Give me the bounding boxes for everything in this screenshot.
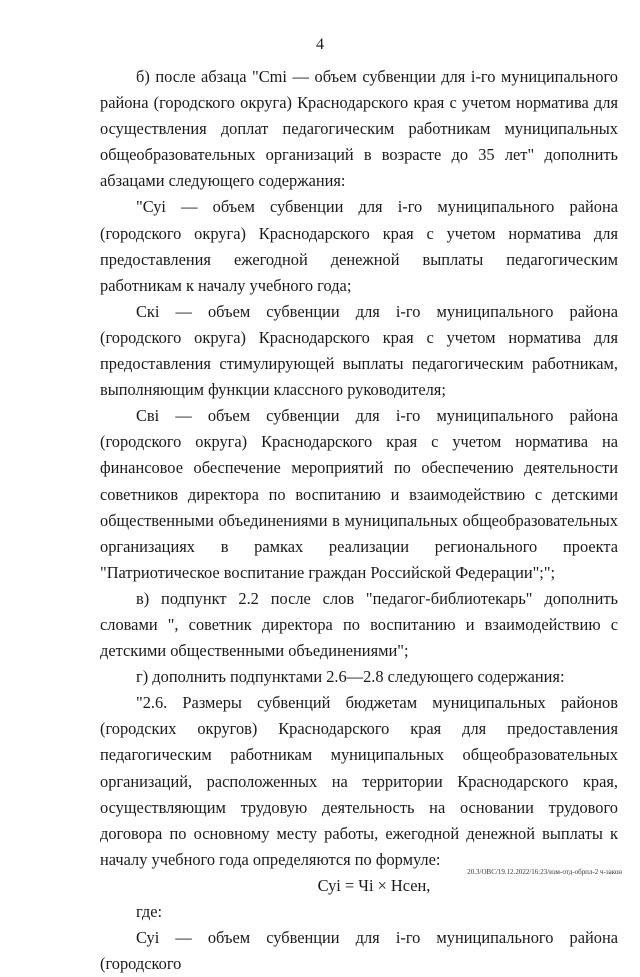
where-label: где:	[136, 902, 163, 921]
paragraph-g: г) дополнить подпунктами 2.6—2.8 следующего содержания:	[136, 667, 565, 687]
paragraph-cyi: "Суі — объем субвенции для і-го муниципального района (городского округа) Краснодарского края с учетом норматива для предоставления ежегодной денежной выплаты педагогическим работникам к началу учебного года;	[100, 197, 618, 295]
document-body	[100, 64, 618, 974]
page-number: 4	[316, 36, 324, 53]
document-footer-code: 20.3/ОВС/19.12.2022/16:23/изм-отд-обрпл-2 ч-закон	[467, 868, 622, 876]
last-line: Суі — объем субвенции для і-го муниципального района (городского	[100, 928, 618, 974]
formula: Суі = Чі × Нсен,	[317, 875, 431, 895]
paragraph-b: б) после абзаца "Сmі — объем субвенции для і-го муниципального района (городского округа) Краснодарского края с учетом норматива для осуществления доплат педагогическим работникам муниципальных общеобразовательных организаций в возрасте до 35 лет" дополнить абзацами следующего содержания:	[100, 67, 618, 191]
paragraph-2-6: "2.6. Размеры субвенций бюджетам муниципальных районов (городских округов) Краснодарского края для предоставления педагогическим работникам муниципальных общеобразовательных организаций, расположенных на территории Краснодарского края, осуществляющим трудовую деятельность на основании трудового договора по основному месту работы, ежегодной денежной выплаты к началу учебного года определяются по формуле:	[100, 693, 618, 869]
paragraph-cki: Скі — объем субвенции для і-го муниципального района (городского округа) Краснодарского края с учетом норматива для предоставления стимулирующей выплаты педагогическим работникам, выполняющим функции классного руководителя;	[100, 301, 618, 400]
paragraph-cvi: Свi — объем субвенции для і-го муниципального района (городского округа) Краснодарского края с учетом норматива на финансовое обеспечение мероприятий по обеспечению деятельности советников директора по воспитанию и взаимодействию с детскими общественными объединениями в муниципальных общеобразовательных организациях в рамках реализации регионального проекта "Патриотическое воспитание граждан Российской Федерации";";	[100, 406, 618, 582]
paragraph-v: в) подпункт 2.2 после слов "педагог-библиотекарь" дополнить словами ", советник директора по воспитанию и взаимодействию с детскими общественными объединениями";	[100, 588, 618, 661]
